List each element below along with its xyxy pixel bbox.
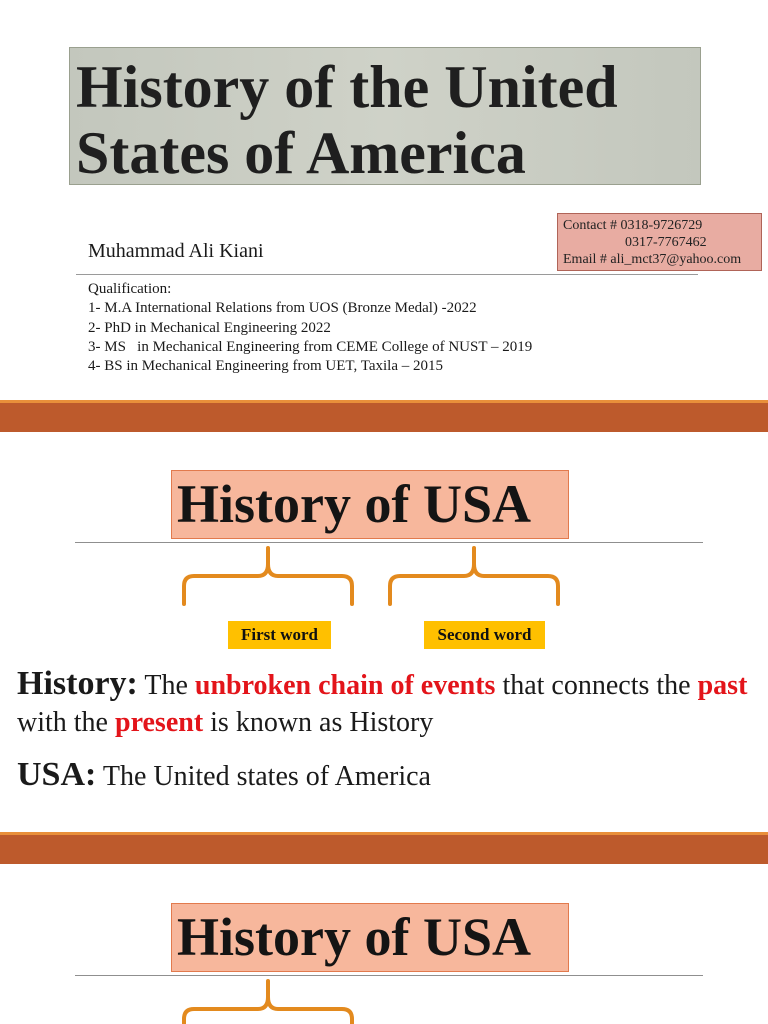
brace-first-word-icon <box>180 546 356 608</box>
definition-text: is known as History <box>203 707 434 738</box>
definition-text: The United states of America <box>96 761 431 792</box>
qualification-heading: Qualification: <box>88 281 172 297</box>
highlight-text: unbroken chain of events <box>194 670 496 701</box>
usa-definition <box>17 755 431 797</box>
slide-divider <box>0 835 768 864</box>
qualification-item: 2- PhD in Mechanical Engineering 2022 <box>88 319 331 336</box>
qualification-list <box>88 280 532 376</box>
slide-heading-box <box>171 903 569 972</box>
qualification-item: 1- M.A International Relations from UOS (Bronze Medal) -2022 <box>88 300 477 317</box>
history-definition <box>17 665 757 741</box>
contact-box <box>557 213 762 271</box>
slide-heading: History of USA <box>177 474 531 534</box>
definition-text: The <box>137 670 195 701</box>
document-title: History of the United States of America <box>76 54 618 186</box>
definition-text: with the <box>17 707 115 738</box>
first-word-tag: First word <box>228 621 331 649</box>
highlight-text: past <box>697 670 748 701</box>
contact-email: Email # ali_mct37@yahoo.com <box>563 252 742 267</box>
definition-text: that connects the <box>495 670 698 701</box>
heading-divider <box>75 975 703 976</box>
slide-divider <box>0 403 768 432</box>
slide-heading-box <box>171 470 569 539</box>
contact-phone-1: Contact # 0318-9726729 <box>563 218 703 233</box>
qualification-item: 3- MS in Mechanical Engineering from CEME College of NUST – 2019 <box>88 338 533 355</box>
author-divider <box>76 274 698 275</box>
title-box <box>69 47 701 185</box>
slide-heading: History of USA <box>177 907 531 967</box>
brace-first-word-icon <box>180 979 356 1024</box>
second-word-tag: Second word <box>424 621 545 649</box>
highlight-text: present <box>115 707 204 738</box>
qualification-item: 4- BS in Mechanical Engineering from UET, Taxila – 2015 <box>88 358 443 375</box>
heading-divider <box>75 542 703 543</box>
author-name: Muhammad Ali Kiani <box>88 240 264 262</box>
contact-phone-2: 0317-7767462 <box>625 235 707 250</box>
term-history: History: <box>17 665 138 702</box>
term-usa: USA: <box>17 756 97 793</box>
brace-second-word-icon <box>386 546 562 608</box>
